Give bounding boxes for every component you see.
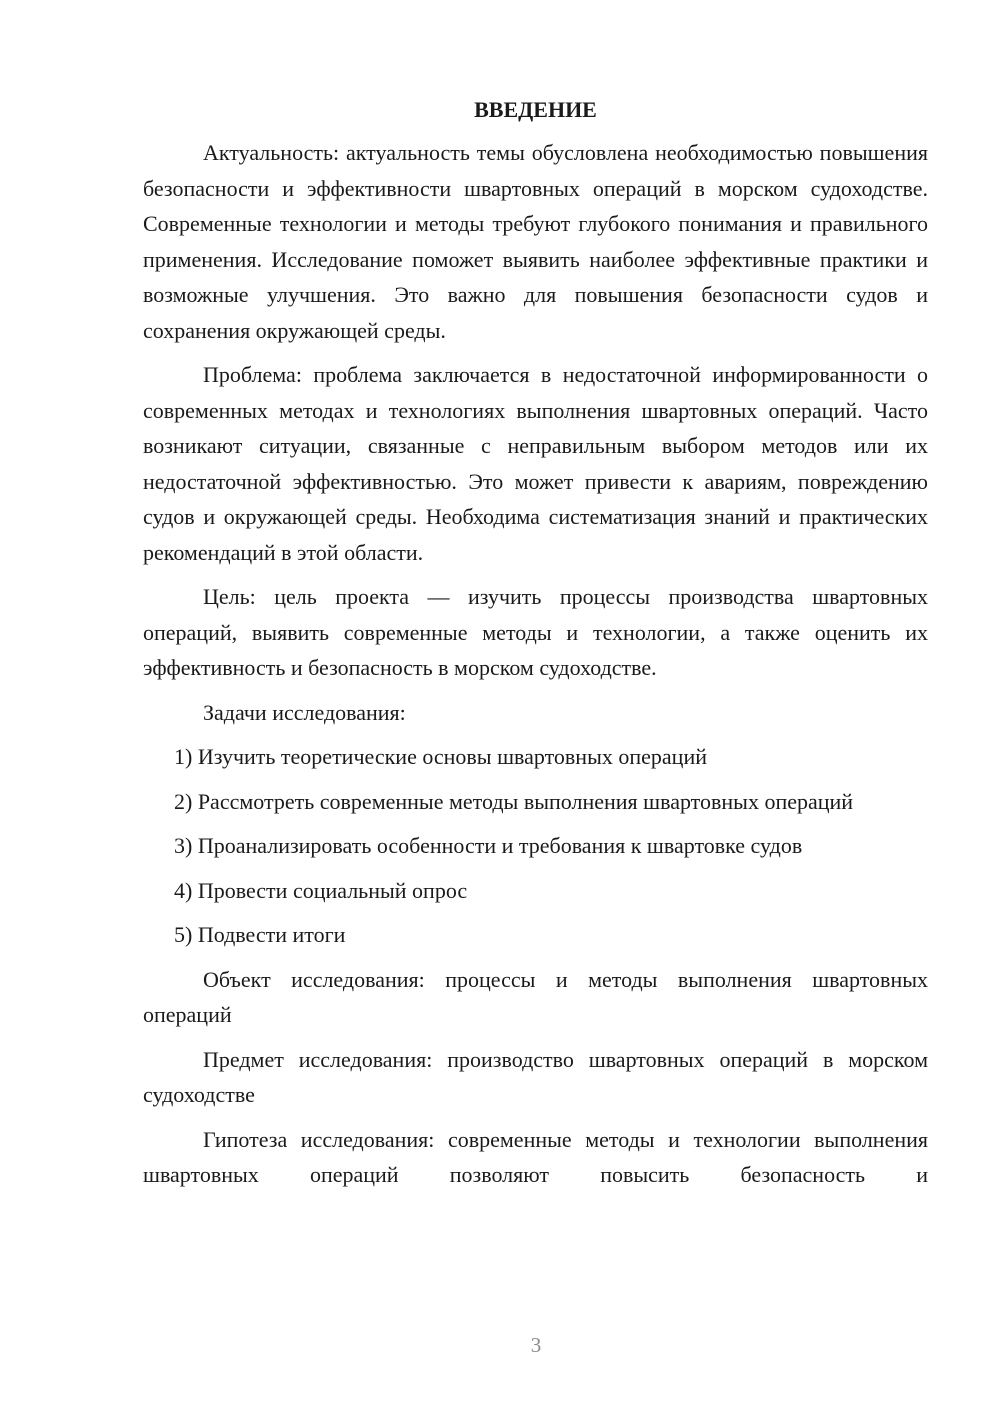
task-item-5: 5) Подвести итоги — [174, 922, 346, 947]
section-title: ВВЕДЕНИЕ — [474, 97, 597, 122]
paragraph-object: Объект исследования: процессы и методы выполнения швартовных операций — [143, 966, 928, 1027]
paragraph-subject: Предмет исследования: производство швартовных операций в морском судоходстве — [143, 1046, 928, 1107]
task-item-1: 1) Изучить теоретические основы швартовных операций — [174, 744, 707, 769]
task-item-4: 4) Провести социальный опрос — [174, 877, 468, 903]
paragraph-goal: Цель: цель проекта — изучить процессы производства швартовных операций, выявить современные методы и технологии, а также оценить их эффективность и безопасность в морском судоходстве. — [143, 584, 928, 680]
paragraph-problem: Проблема: проблема заключается в недостаточной информированности о современных методах и технологиях выполнения швартовных операций. Часто возникают ситуации, связанные с неправильным выбором методов или их недостаточной эффективностью. Это может привести к авариям, повреждению судов и окружающей среды. Необходима систематизация знаний и практических рекомендаций в этой области. — [143, 362, 928, 565]
task-item-3: 3) Проанализировать особенности и требования к швартовке судов — [174, 833, 803, 858]
page-body — [143, 92, 928, 1202]
tasks-heading: Задачи исследования: — [203, 699, 406, 725]
page-number: 3 — [530, 1333, 542, 1357]
paragraph-hypothesis: Гипотеза исследования: современные методы и технологии выполнения швартовных операций позволяют повысить безопасность и — [143, 1126, 928, 1187]
paragraph-relevance: Актуальность: актуальность темы обусловлена необходимостью повышения безопасности и эффективности швартовных операций в морском судоходстве. Современные технологии и методы требуют глубокого понимания и правильного применения. Исследование поможет выявить наиболее эффективные практики и возможные улучшения. Это важно для повышения безопасности судов и сохранения окружающей среды. — [143, 140, 928, 343]
task-item-2: 2) Рассмотреть современные методы выполнения швартовных операций — [174, 788, 854, 814]
